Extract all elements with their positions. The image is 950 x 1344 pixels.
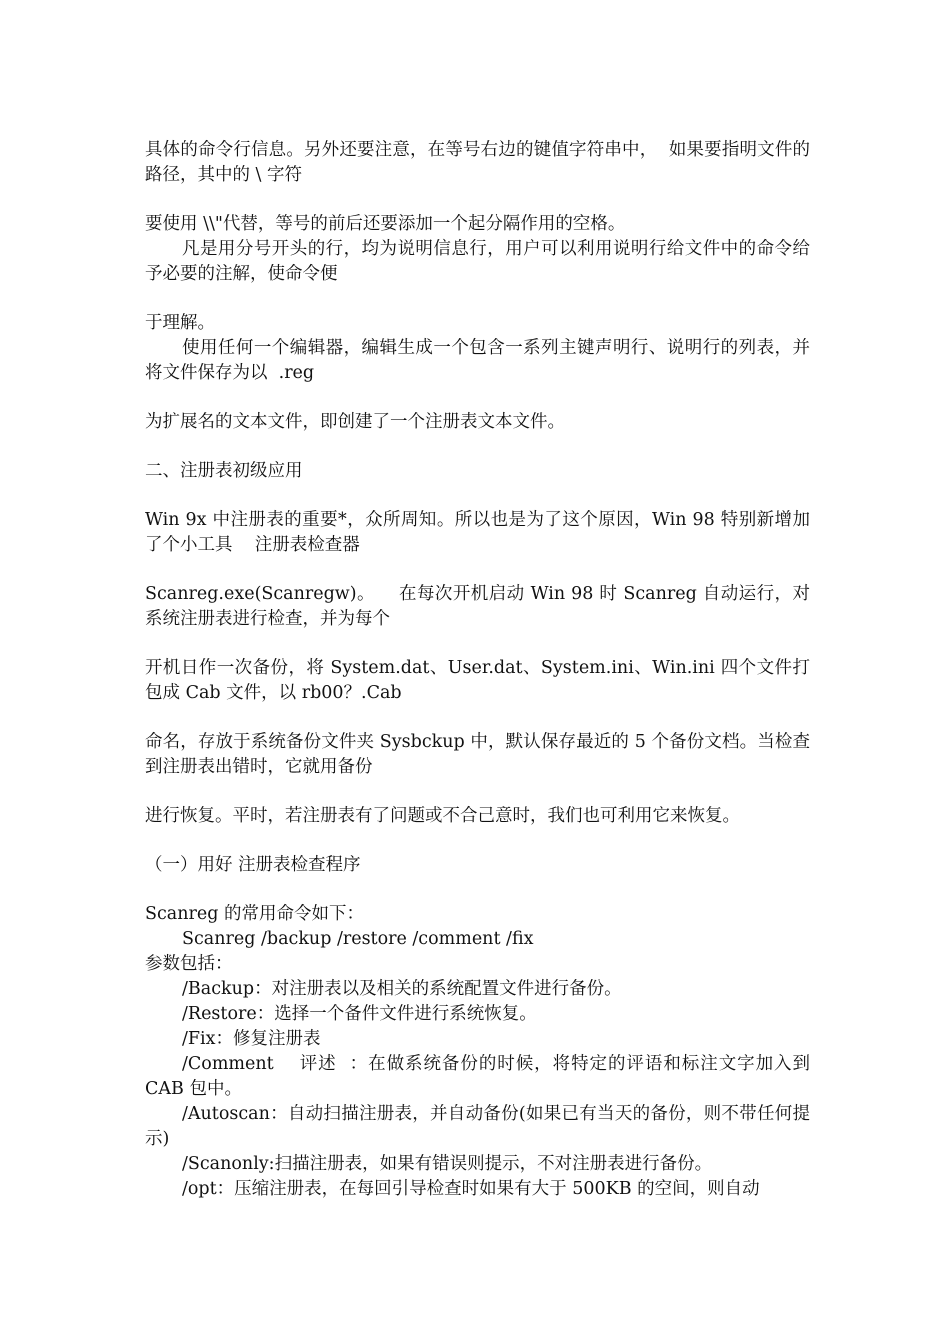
paragraph: 凡是用分号开头的行，均为说明信息行，用户可以利用说明行给文件中的命令给予必要的注解，使命令便	[145, 239, 810, 284]
subsection-heading: （一）用好 注册表检查程序	[145, 855, 361, 875]
paragraph: 具体的命令行信息。另外还要注意，在等号右边的键值字符串中， 如果要指明文件的路径，其中的 \ 字符	[145, 140, 810, 185]
paragraph: 开机日作一次备份，将 System.dat、User.dat、System.ini、Win.ini 四个文件打包成 Cab 文件，以 rb00？.Cab	[145, 658, 810, 703]
parameter-item: /Restore：选择一个备件文件进行系统恢复。	[182, 1004, 537, 1024]
parameter-item: /Comment 评述 ：在做系统备份的时候，将特定的评语和标注文字加入到 CAB 包中。	[145, 1054, 816, 1099]
paragraph: 使用任何一个编辑器，编辑生成一个包含一系列主键声明行、说明行的列表，并将文件保存为以 .reg	[145, 338, 810, 383]
paragraph: 于理解。	[145, 313, 215, 333]
paragraph: 为扩展名的文本文件，即创建了一个注册表文本文件。	[145, 412, 565, 432]
parameter-item: /Fix：修复注册表	[182, 1029, 321, 1049]
command-example: Scanreg /backup /restore /comment /fix	[182, 929, 534, 949]
paragraph: 参数包括：	[145, 954, 233, 974]
paragraph: Scanreg.exe(Scanregw)。 在每次开机启动 Win 98 时 Scanreg 自动运行，对系统注册表进行检查，并为每个	[145, 584, 810, 629]
paragraph: 要使用 \\"代替，等号的前后还要添加一个起分隔作用的空格。	[145, 214, 626, 234]
parameter-item: /Scanonly:扫描注册表，如果有错误则提示，不对注册表进行备份。	[182, 1154, 713, 1174]
parameter-item: /opt：压缩注册表，在每回引导检查时如果有大于 500KB 的空间，则自动	[182, 1179, 760, 1199]
paragraph: 进行恢复。平时，若注册表有了问题或不合己意时，我们也可利用它来恢复。	[145, 806, 740, 826]
paragraph: Win 9x 中注册表的重要*，众所周知。所以也是为了这个原因，Win 98 特别新增加了个小工具 注册表检查器	[145, 510, 810, 555]
paragraph: Scanreg 的常用命令如下：	[145, 904, 364, 924]
document-page	[145, 138, 816, 1202]
parameter-item: /Autoscan：自动扫描注册表，并自动备份(如果已有当天的备份，则不带任何提示)	[145, 1104, 810, 1149]
paragraph: 命名，存放于系统备份文件夹 Sysbckup 中，默认保存最近的 5 个备份文档。当检查到注册表出错时，它就用备份	[145, 732, 810, 777]
section-heading: 二、注册表初级应用	[145, 461, 303, 481]
parameter-item: /Backup：对注册表以及相关的系统配置文件进行备份。	[182, 979, 622, 999]
